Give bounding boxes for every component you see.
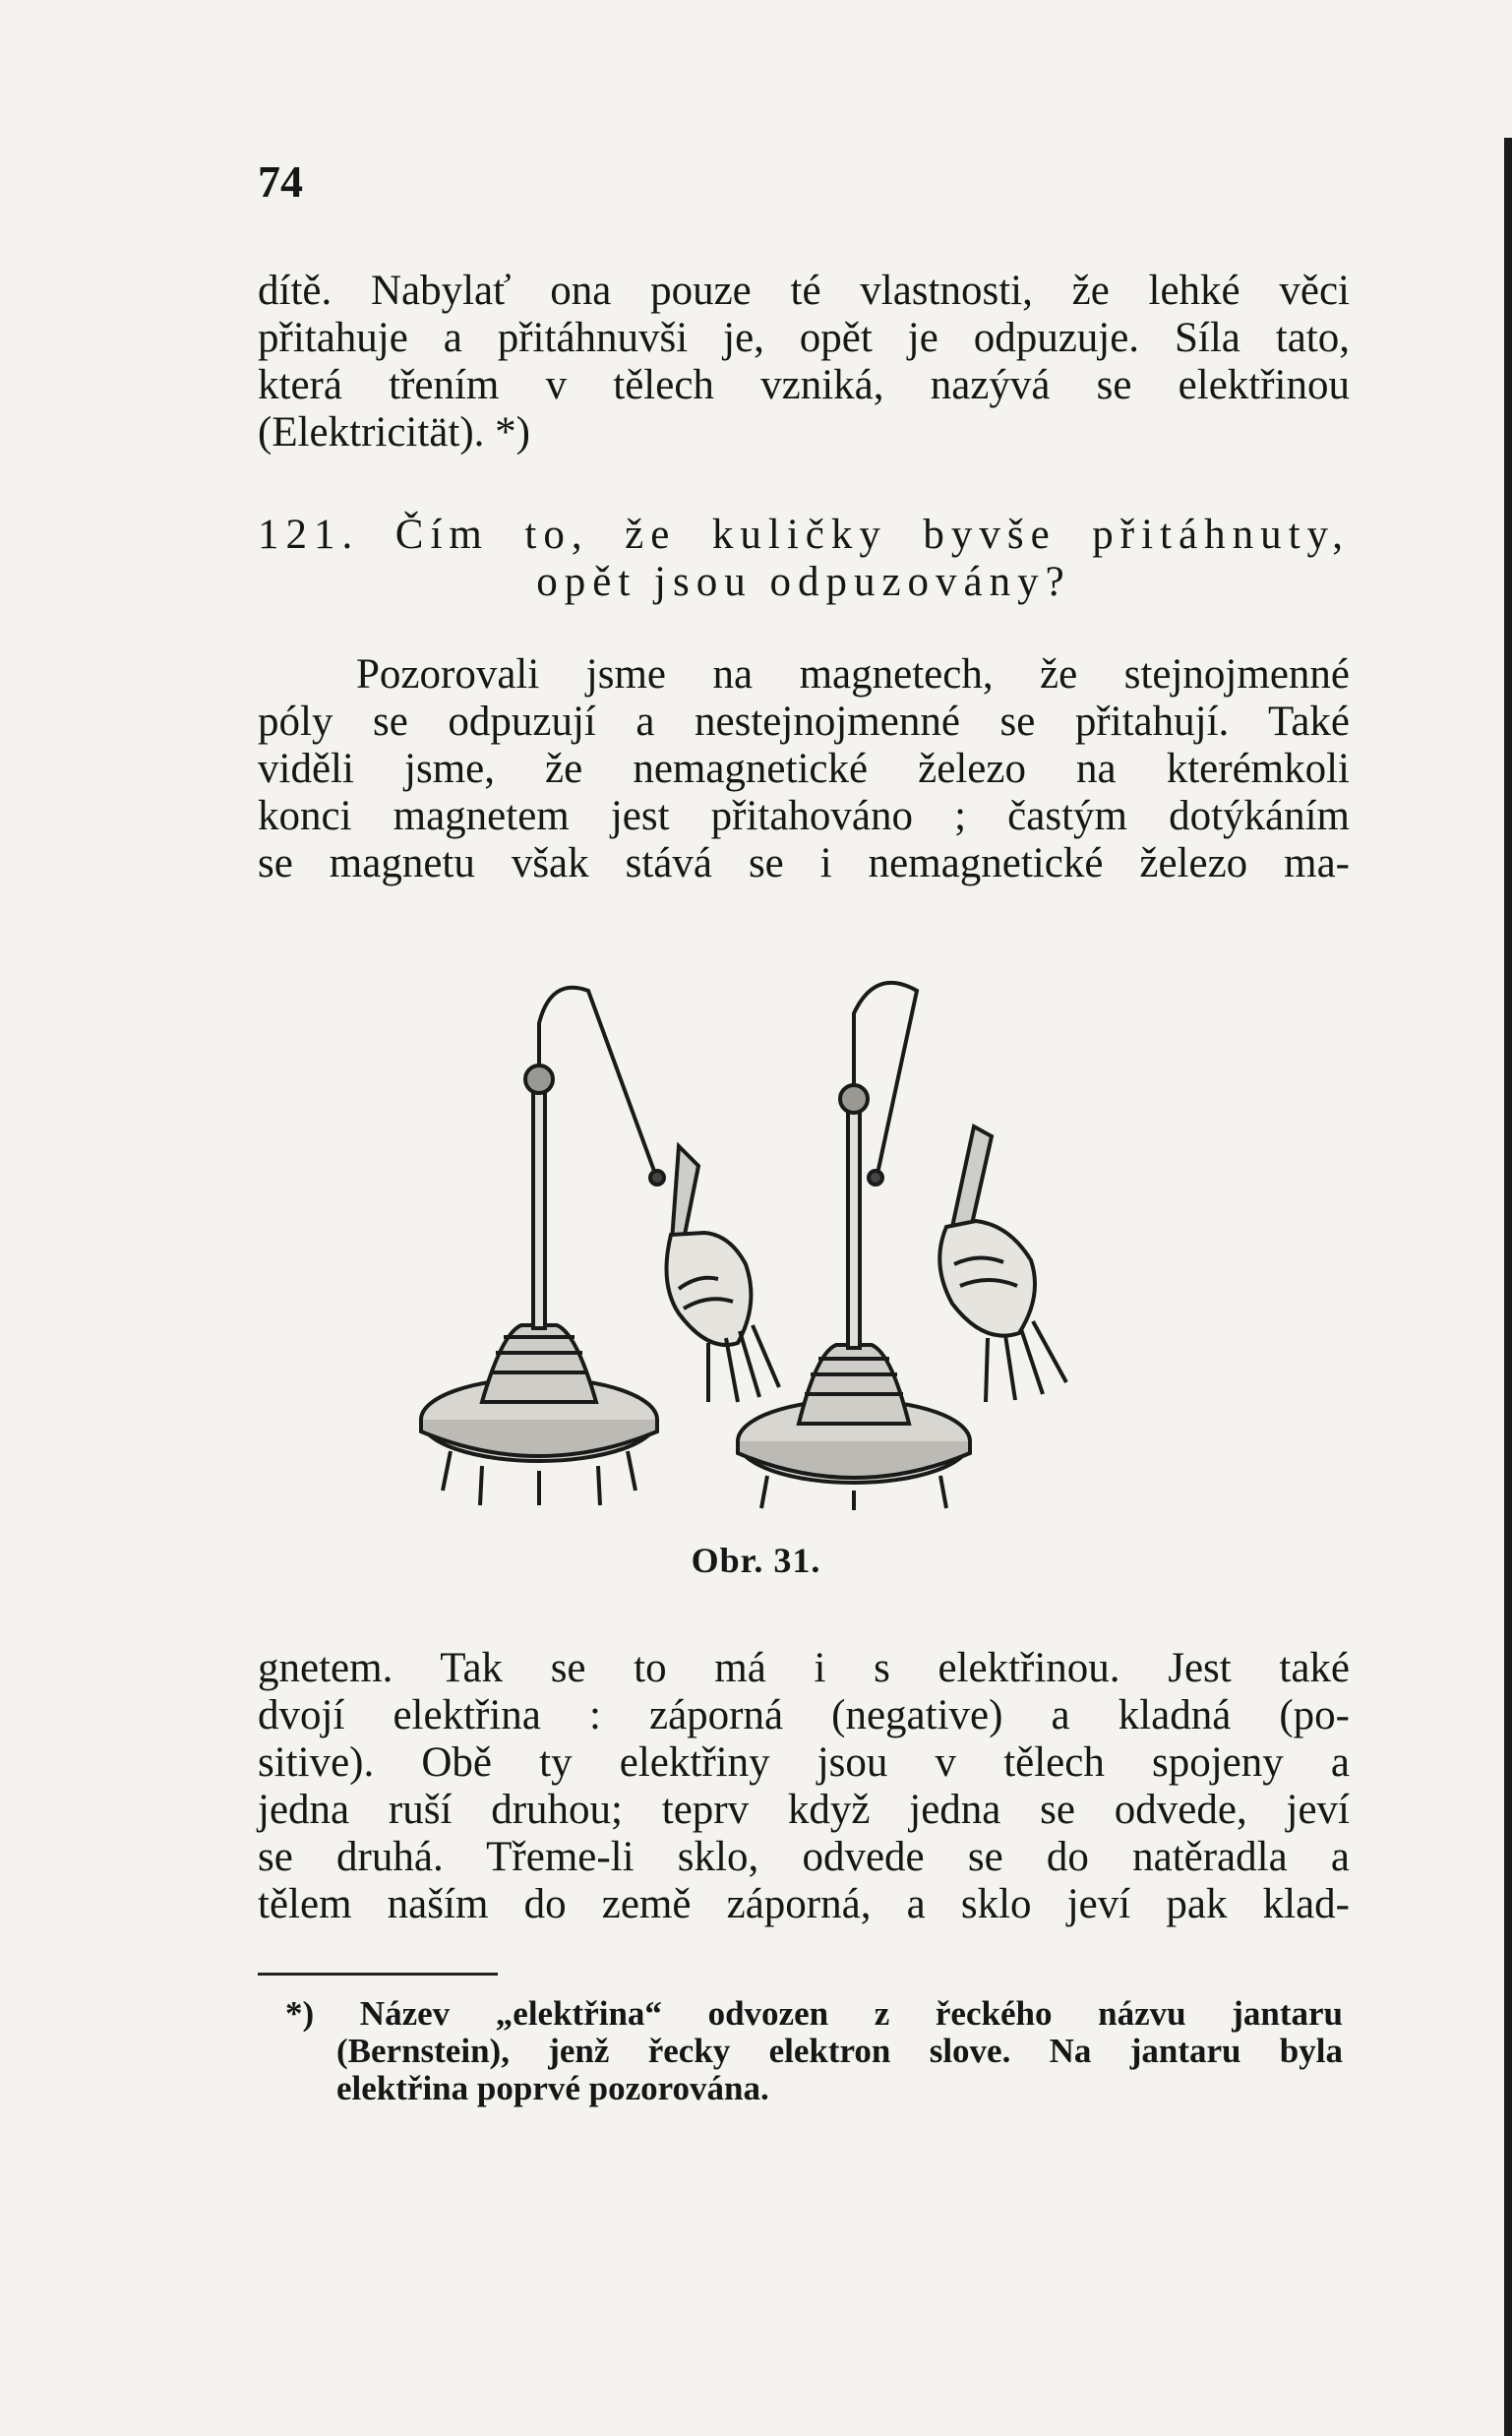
right-hand [939,1127,1066,1402]
text-line: tělem naším do země záporná, a sklo jeví pak klad- [258,1881,1350,1927]
text-line: gnetem. Tak se to má i s elektřinou. Jest také [258,1645,1350,1691]
footnote [285,1995,1343,2107]
section-heading [258,512,1350,606]
footnote-line: (Bernstein), jenž řecky elektron slove. Na jantaru byla [336,2032,1343,2070]
footnote-line: elektřina poprvé pozorována. [336,2069,769,2107]
section-heading-line: opět jsou odpuzovány? [536,559,1071,605]
page-number: 74 [258,156,303,207]
text-line: přitahuje a přitáhnuvši je, opět je odpuzuje. Síla tato, [258,315,1350,361]
text-line: dítě. Nabylať ona pouze té vlastnosti, že lehké věci [258,268,1350,314]
paragraph-3 [258,1645,1350,1928]
paragraph-1 [258,268,1350,457]
text-line: se magnetu však stává se i nemagnetické železo ma- [258,840,1350,886]
footnote-rule [258,1973,498,1976]
text-line: (Elektricität). *) [258,409,530,456]
text-line: konci magnetem jest přitahováno ; častým dotýkáním [258,793,1350,839]
footnote-line: *) Název „elektřina“ odvozen z řeckého názvu jantaru [285,1994,1343,2033]
electroscope-illustration [413,940,1190,1510]
text-line: póly se odpuzují a nestejnojmenné se přitahují. Také [258,699,1350,745]
text-line: sitive). Obě ty elektřiny jsou v tělech spojeny a [258,1739,1350,1786]
text-line: se druhá. Třeme-li sklo, odvede se do natěradla a [258,1834,1350,1880]
left-hand [667,1146,780,1402]
text-line: viděli jsme, že nemagnetické železo na kterémkoli [258,746,1350,792]
left-electroscope [421,988,664,1505]
text-line: jedna ruší druhou; teprv když jedna se odvede, jeví [258,1787,1350,1833]
section-heading-line: 121. Čím to, že kuličky byvše přitáhnuty, [258,512,1350,558]
text-line: která třením v tělech vzniká, nazývá se elektřinou [258,362,1350,408]
text-line: dvojí elektřina : záporná (negative) a kladná (po- [258,1692,1350,1738]
right-electroscope [738,983,970,1510]
paragraph-2 [258,651,1350,887]
text-line: Pozorovali jsme na magnetech, že stejnojmenné [356,651,1350,698]
figure-caption: Obr. 31. [691,1541,821,1580]
page-edge [1504,138,1512,2436]
